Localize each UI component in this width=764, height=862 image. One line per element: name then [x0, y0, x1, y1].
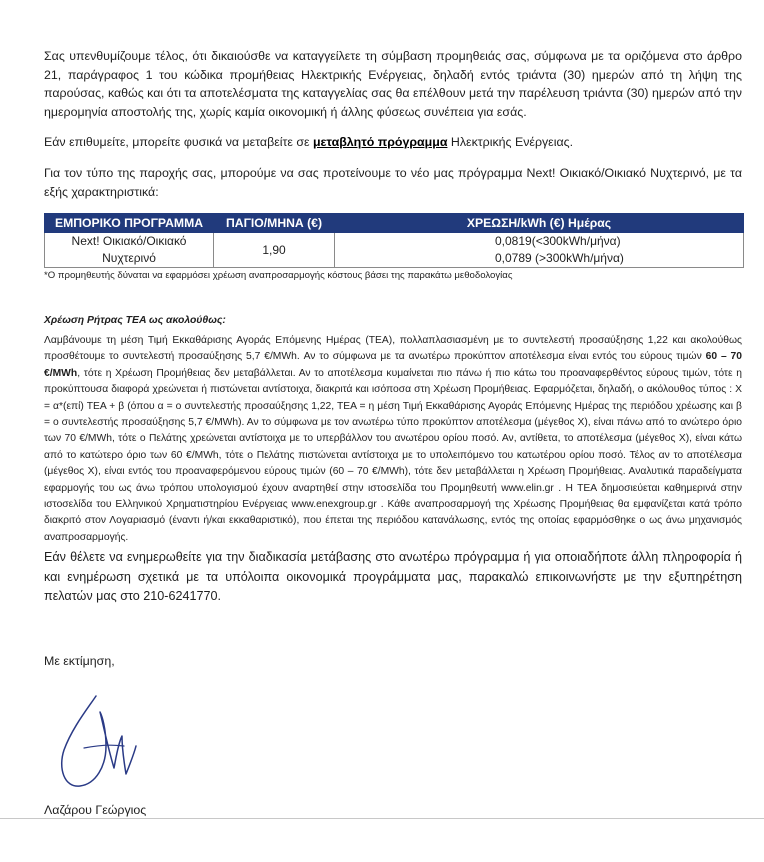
handwritten-signature [44, 688, 154, 800]
signatory-name: Λαζάρου Γεώργιος [44, 803, 147, 817]
table-footnote: *Ο προμηθευτής δύναται να εφαρμόσει χρέωση αναπροσαρμογής κόστους βάσει της παρακάτω μεθοδολογίας [44, 270, 513, 281]
clause-title: Χρέωση Ρήτρας ΤΕΑ ως ακολούθως: [44, 315, 226, 326]
switch-paragraph [44, 133, 742, 152]
clause-text-part-a: Λαμβάνουμε τη μέση Τιμή Εκκαθάρισης Αγοράς Επόμενης Ημέρας (ΤΕΑ), πολλαπλασιασμένη με το συντελεστή προσαύξησης 1,22 και ακολούθως προσθέτουμε το συντελεστή προσαύξησης 5,7 €/MWh. Αν το σύμφωνα με τα ανωτέρω προκύπτον αποτέλεσμα είναι εντός του εύρους τιμών [44, 335, 742, 363]
contact-paragraph: Εάν θέλετε να ενημερωθείτε για την διαδικασία μετάβασης στο ανωτέρω πρόγραμμα ή για οποιαδήποτε άλλη πληροφορία ή και ενημέρωση σχετικά με τα υπόλοιπα οικονομικά προγράμματα μας, παρακαλώ επικοινωνήστε με την εξυπηρέτηση πελατών μας στο 210-6241770. [44, 550, 742, 604]
closing-greeting: Με εκτίμηση, [44, 654, 115, 668]
page-top-edge [0, 0, 764, 2]
clause-text [44, 333, 742, 546]
termination-paragraph: Σας υπενθυμίζουμε τέλος, ότι δικαιούσθε να καταγγείλετε τη σύμβαση προμηθειάς σας, σύμφωνα με τα οριζόμενα στο άρθρο 21, παράγραφος 1 του κώδικα προμήθειας Ηλεκτρικής Ενέργειας, δηλαδή εντός τριάντα (30) ημερών από τη λήψη της παρούσας, καθώς και ότι τα αποτελέσματα της καταγγελίας σας θα επέλθουν μετά την παρέλευση τριάντα (30) ημερών από την ημερομηνία αποστολής της, χωρίς καμία οικονομική ή άλλης φύσεως συνέπεια για εσάς. [44, 49, 742, 119]
switch-text-prefix: Εάν επιθυμείτε, μπορείτε φυσικά να μεταβείτε σε [44, 135, 313, 149]
switch-text-suffix: Ηλεκτρικής Ενέργειας. [447, 135, 574, 149]
cell-program: Next! Οικιακό/Οικιακό Νυχτερινό [45, 233, 214, 268]
clause-text-part-b: , τότε η Χρέωση Προμήθειας δεν μεταβάλλεται. Αν το αποτέλεσμα κυμαίνεται πιο πάνω ή πιο κάτω του προαναφερθέντος εύρους τιμών, τότε η προκύπτουσα διαφορά χρεώνεται ή πιστώνεται αντίστοιχα, διακριτά και ισόποσα στη Χρέωση Προμήθειας. Εφαρμόζεται, δηλαδή, ο ακόλουθος τύπος : Χ = α*(επί) ΤΕΑ + β (όπου α = ο συντελεστής προσαύξησης 1,22, ΤΕΑ = η μέση Τιμή Εκκαθάρισης Αγοράς Επόμενης Ημέρας της περιόδου χρέωσης και β = ο συντελεστής προσαύξησης 5,7 €/MWh). Αν το σύμφωνα με τον ανωτέρω τύπο προκύπτον αποτέλεσμα (μέγεθος Χ), είναι πάνω από το ανώτερο όριο των 70 €/MWh, τότε ο Πελάτης χρεώνεται αντίστοιχα με το υπερβάλλον του ανωτέρου ορίου ποσό. Αν, αντίθετα, το αποτέλεσμα (μέγεθος Χ), είναι κάτω από το κατώτερο όριο των 60 €/MWh, τότε ο Πελάτης πιστώνεται αντίστοιχα με το υπολειπόμενο του κατωτέρου ορίου ποσό. Τέλος αν το αποτέλεσμα (μέγεθος Χ), είναι εντός του προαναφερόμενου εύρους τιμών (60 – 70 €/MWh), τότε δεν μεταβάλλεται η Χρέωση Προμήθειας. Αναλυτικά παραδείγματα εφαρμογής του ως άνω τρόπου υπολογισμού έχουν αναρτηθεί στην ιστοσελίδα του Προμηθευτή www.elin.gr . Η ΤΕΑ δημοσιεύεται καθημερινά στην ιστοσελίδα του Ελληνικού Χρηματιστηρίου Ενέργειας www.enexgroup.gr . Κάθε αναπροσαρμογή της Χρέωσης Προμήθειας θα εμφανίζεται κατά τρόπο διακριτό στον Λογαριασμό (έναντι ή/και εκκαθαριστικό), που έπεται της περιόδου κατανάλωσης, εντός της οποίας εφαρμόσθηκε ο ως άνω μηχανισμός αναπροσαρμογής. [44, 367, 742, 543]
variable-program-link[interactable]: μεταβλητό πρόγραμμα [312, 135, 448, 149]
cell-charges [335, 233, 744, 268]
header-program: ΕΜΠΟΡΙΚΟ ΠΡΟΓΡΑΜΜΑ [45, 214, 214, 233]
header-fee: ΠΑΓΙΟ/ΜΗΝΑ (€) [214, 214, 335, 233]
page-bottom-rule [0, 818, 764, 819]
clause-range: 60 – 70 €/MWh [44, 351, 743, 379]
charge-under-300: 0,0819(<300kWh/μήνα) [495, 234, 621, 248]
offer-table [44, 213, 744, 268]
charge-over-300: 0,0789 (>300kWh/μήνα) [495, 251, 624, 265]
header-charge: ΧΡΕΩΣΗ/kWh (€) Ημέρας [335, 214, 744, 233]
offer-table-row [45, 233, 744, 268]
cell-fee: 1,90 [214, 233, 335, 268]
offer-intro-paragraph: Για τον τύπο της παροχής σας, μπορούμε να σας προτείνουμε το νέο μας πρόγραμμα Next! Οικιακό/Οικιακό Νυχτερινό, με τα εξής χαρακτηριστικά: [44, 166, 742, 199]
offer-table-header-row [45, 214, 744, 233]
